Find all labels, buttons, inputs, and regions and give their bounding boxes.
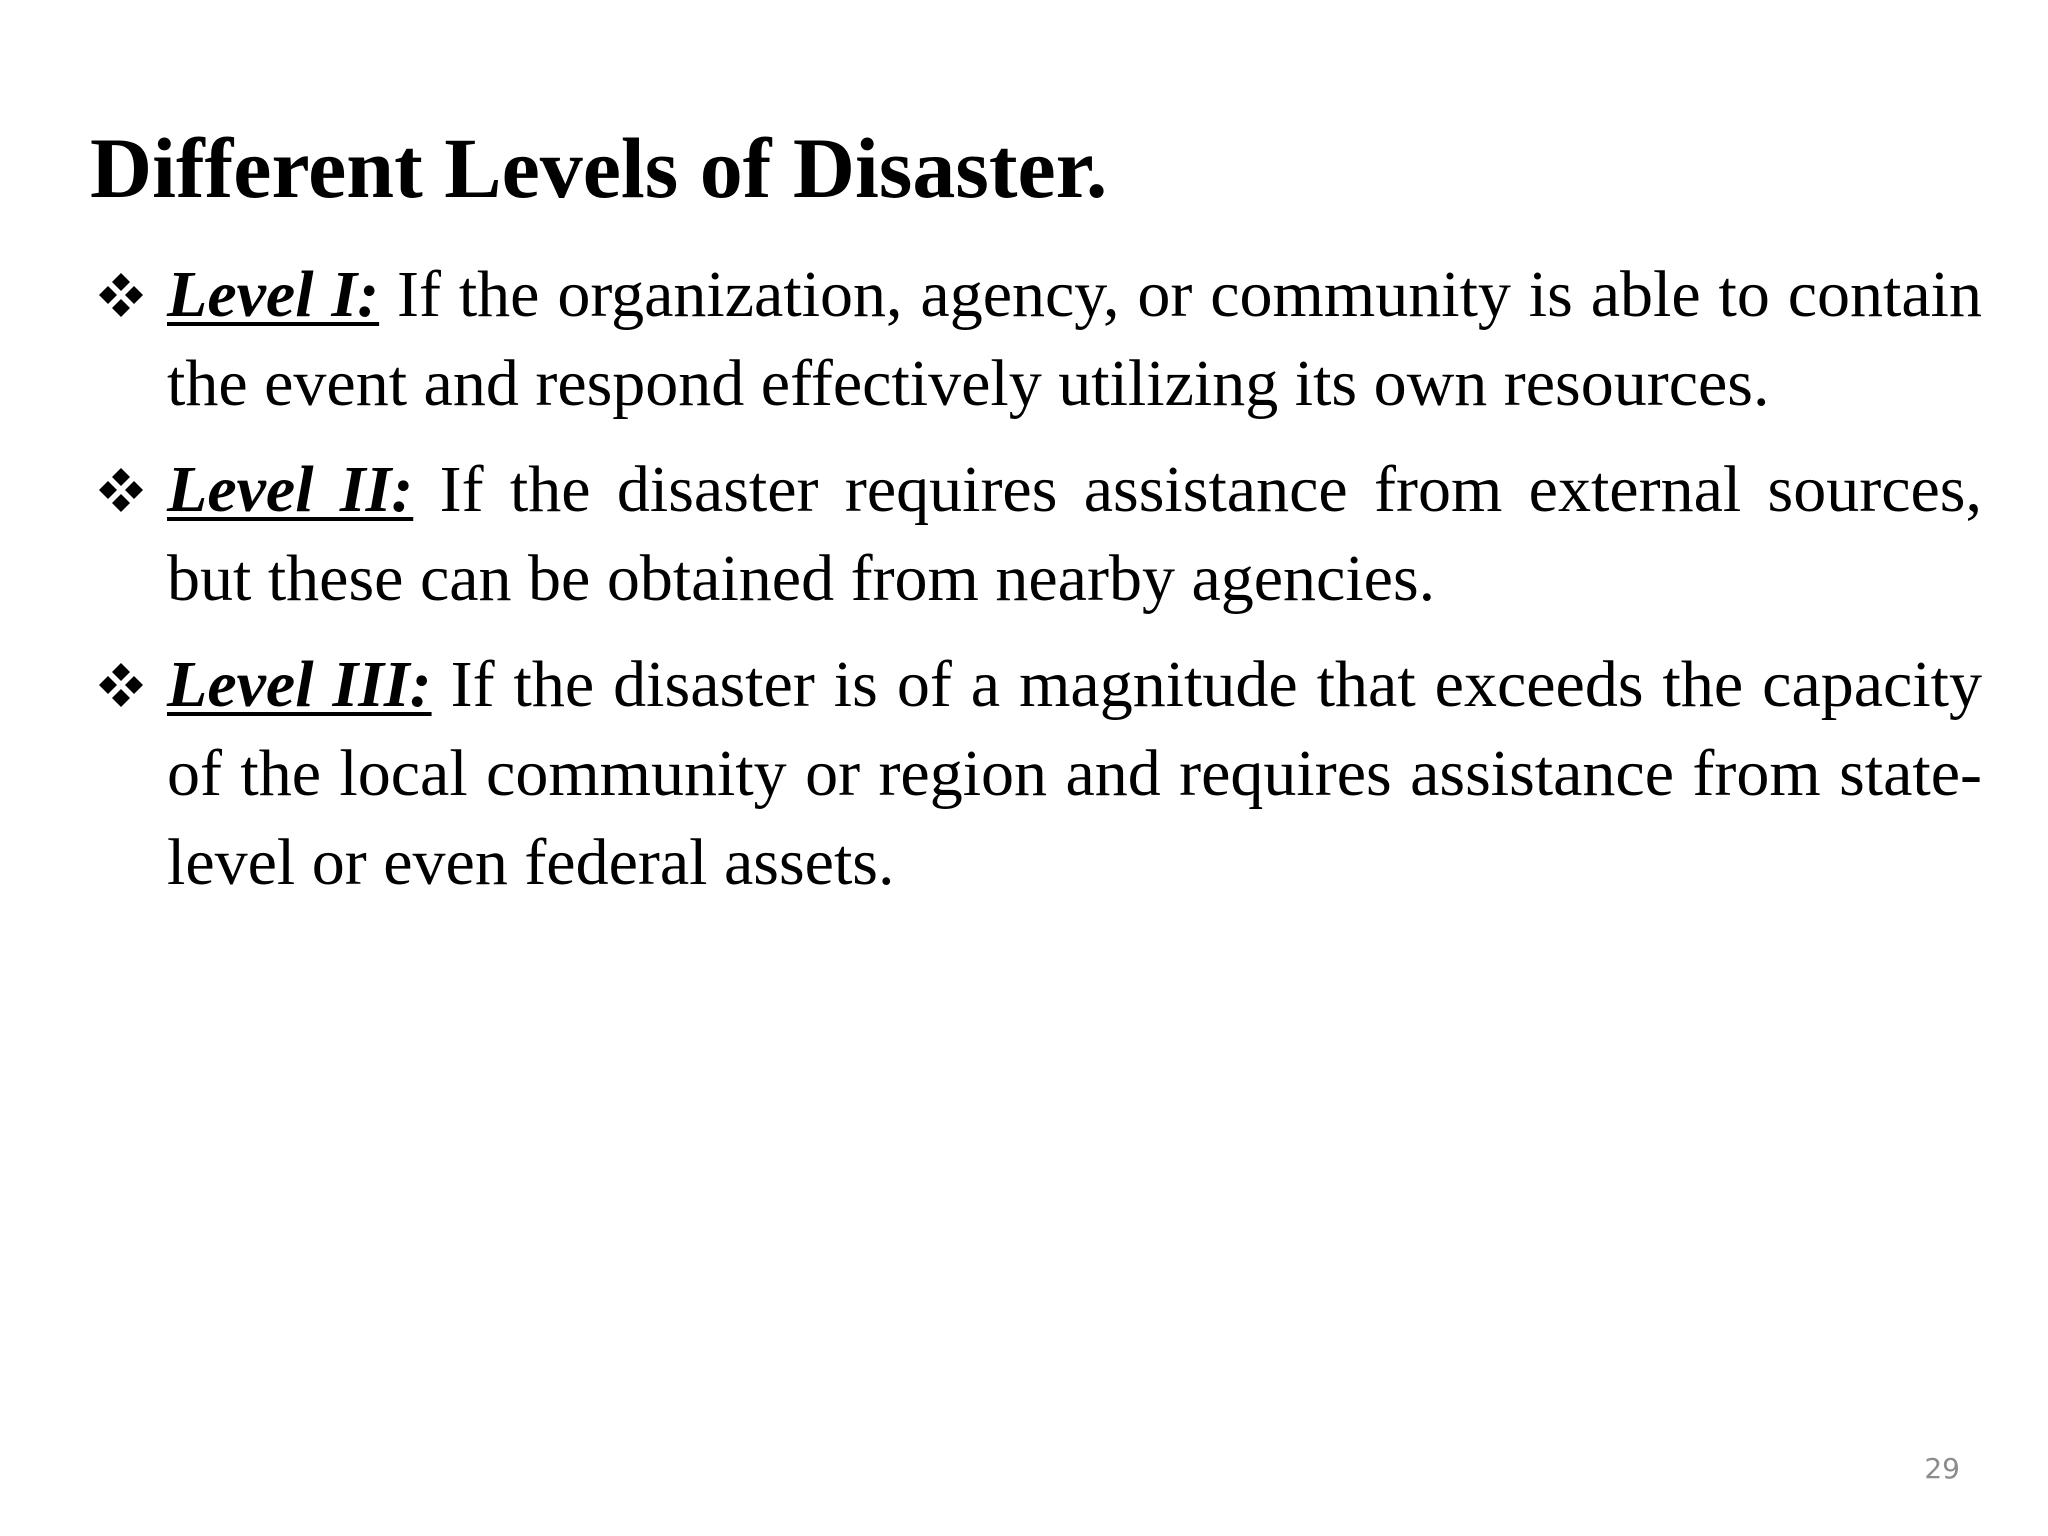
- bullet-level-3: [90, 640, 1982, 907]
- bullet-level-1: [90, 250, 1982, 428]
- bullet-label: Level III:: [167, 648, 432, 721]
- four-diamond-bullet-icon: [90, 445, 152, 534]
- slide-title: Different Levels of Disaster.: [90, 120, 1108, 216]
- four-diamond-bullet-icon: [90, 640, 152, 729]
- page-number: 29: [1924, 1452, 1960, 1485]
- bullet-text: If the disaster is of a magnitude that exceeds the capacity of the local community or region and requires assistance from state-level or even federal assets.: [167, 648, 1983, 899]
- bullet-text: If the organization, agency, or community is able to contain the event and respond effectively utilizing its own resources.: [167, 258, 1983, 420]
- bullet-list: [90, 250, 1982, 924]
- four-diamond-bullet-icon: [90, 250, 152, 339]
- bullet-label: Level II:: [167, 453, 414, 526]
- bullet-text: If the disaster requires assistance from external sources, but these can be obtained from nearby agencies.: [167, 453, 1982, 615]
- bullet-label: Level I:: [167, 258, 380, 331]
- bullet-level-2: [90, 445, 1982, 623]
